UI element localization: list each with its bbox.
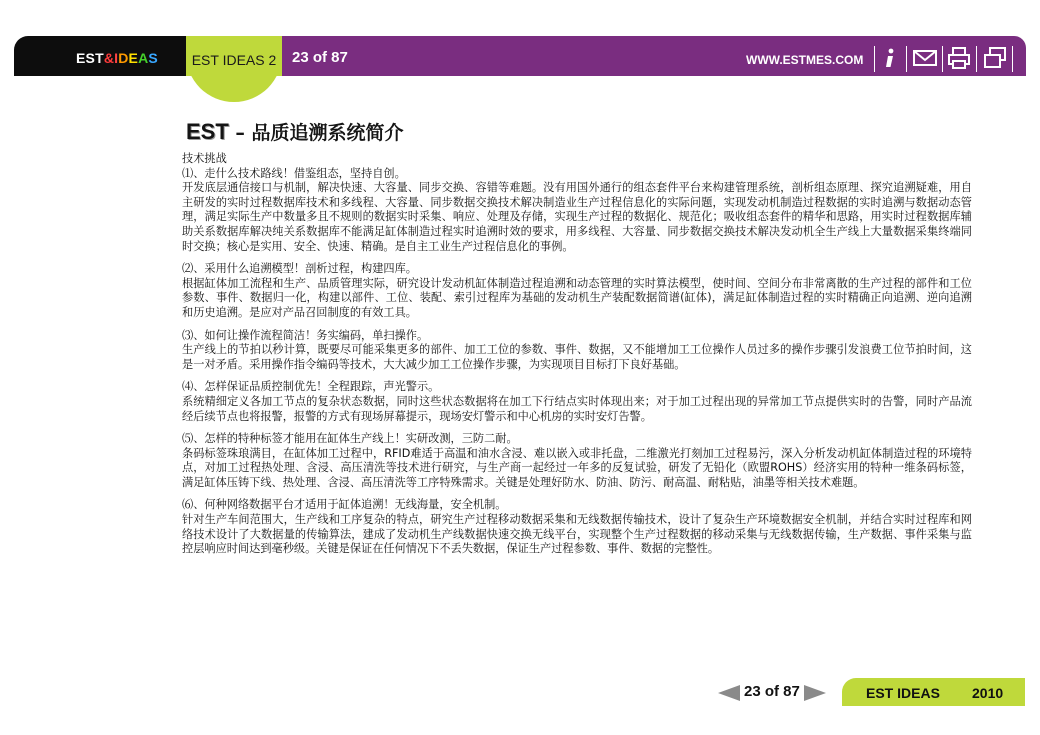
- intro-label: 技术挑战: [182, 152, 227, 165]
- section-heading: ⑵、采用什么追溯模型！剖析过程，构建四库。: [182, 262, 417, 276]
- section-heading: ⑴、走什么技术路线！借鉴组态，坚持自创。: [182, 166, 406, 180]
- header-divider: [1012, 46, 1013, 72]
- section: [182, 498, 972, 556]
- section-heading: ⑹、何种网络数据平台才适用于缸体追溯！无线海量，安全机制。: [182, 498, 507, 512]
- header-tab-label[interactable]: EST IDEAS 2: [191, 52, 277, 68]
- section-heading: ⑸、怎样的特种标签才能用在缸体生产线上！实研改测，三防二耐。: [182, 432, 518, 446]
- section: [182, 380, 972, 424]
- previous-page-arrow-icon[interactable]: [718, 685, 740, 701]
- section: [182, 167, 972, 255]
- section-body: 条码标签珠琅满目，在缸体加工过程中，RFID难适于高温和油水含浸、难以嵌入或非托盘，二维激光打刻加工过程易污，深入分析发动机缸体制造过程的环境特点，对加工过程热处理、含浸、高压清洗等技术进行研究，与生产商一起经过一年多的反复试验，研发了无铅化（欧盟ROHS）经济实用的特种一维条码标签，满足缸体压铸下线、热处理、含浸、高压清洗等工序特殊需求。关键是处理好防水、防油、防污、耐高温、耐粘贴，油墨等相关技术难题。: [182, 446, 972, 489]
- header-divider: [874, 46, 875, 72]
- footer-page-indicator: 23 of 87: [744, 683, 800, 700]
- window-icon[interactable]: [982, 45, 1006, 71]
- document-body: [182, 152, 972, 565]
- header-divider: [906, 46, 907, 72]
- section-body: 生产线上的节拍以秒计算，既要尽可能采集更多的部件、加工工位的参数、事件、数据，又不能增加工工位操作人员过多的操作步骤引发浪费工位节拍时间，这是一对矛盾。采用操作指令编码等技术，大大减少加工工位操作步骤，为实现项目目标打下良好基础。: [182, 343, 972, 371]
- info-icon[interactable]: [878, 45, 902, 71]
- website-link[interactable]: WWW.ESTMES.COM: [746, 53, 864, 67]
- section-body: 根据缸体加工流程和生产、品质管理实际，研究设计发动机缸体制造过程追溯和动态管理的实时算法模型，使时间、空间分布非常离散的生产过程的部件和工位参数、事件、数据归一化，构建以部件、工位、装配、索引过程库为基础的发动机生产装配数据简谱(缸体)，满足缸体制造过程的实时精确正向追溯、逆向追溯和历史追溯。是应对产品召回制度的有效工具。: [182, 276, 972, 319]
- print-icon[interactable]: [947, 45, 971, 71]
- section-body: 针对生产车间范围大，生产线和工序复杂的特点，研究生产过程移动数据采集和无线数据传输技术，设计了复杂生产环境数据安全机制，并结合实时过程库和网络技术设计了大数据量的传输算法，建成了发动机生产线数据快速交换无线平台，实现整个生产过程数据的移动采集与无线数据传输，生产数据、事件采集与监控层响应时间达到毫秒级。关键是保证在任何情况下不丢失数据，保证生产过程参数、事件、数据的完整性。: [182, 513, 972, 556]
- section-heading: ⑷、怎样保证品质控制优先！全程跟踪，声光警示。: [182, 380, 440, 394]
- mail-icon[interactable]: [912, 45, 936, 71]
- section-body: 系统精细定义各加工节点的复杂状态数据，同时这些状态数据将在加工下行结点实时体现出来；对于加工过程出现的异常加工节点提供实时的告警，同时产品流经后续节点也将报警，报警的方式有现场屏幕提示，现场安灯警示和中心机房的实时安灯告警。: [182, 394, 972, 423]
- footer-year: 2010: [972, 685, 1004, 701]
- est-ideas-logo[interactable]: EST&IDEAS: [76, 50, 158, 66]
- header-page-indicator: 23 of 87: [292, 49, 348, 66]
- section-body: 开发底层通信接口与机制，解决快速、大容量、同步交换、容错等难题。没有用国外通行的组态套件平台来构建管理系统，剖析组态原理、探究追溯疑难，用自主研发的实时过程数据库技术和多线程、大容量、同步数据交换技术解决制造业生产过程信息化的实际问题，实现发动机制造过程数据的实时追溯与数据动态管理，满足实际生产中数量多且不规则的数据实时采集、响应、处理及存储，实现生产过程的数据化、规范化；吸收组态套件的精华和思路，用实时过程数据库辅助关系数据库解决纯关系数据库不能满足缸体制造过程实时追溯时效的要求，用多线程、大容量、同步数据交换技术解决发动机全生产线上大量数据采集终端同时交换；核心是实用、安全、快速、精确。是自主工业生产过程信息化的事例。: [182, 181, 972, 253]
- section-heading: ⑶、如何让操作流程简洁！务实编码，单扫操作。: [182, 328, 429, 342]
- header-divider: [976, 46, 977, 72]
- next-page-arrow-icon[interactable]: [804, 685, 826, 701]
- section: [182, 329, 972, 373]
- page-title: EST – 品质追溯系统简介: [186, 119, 404, 144]
- header-divider: [942, 46, 943, 72]
- section: [182, 432, 972, 490]
- section: [182, 262, 972, 320]
- footer-brand: EST IDEAS: [866, 685, 940, 701]
